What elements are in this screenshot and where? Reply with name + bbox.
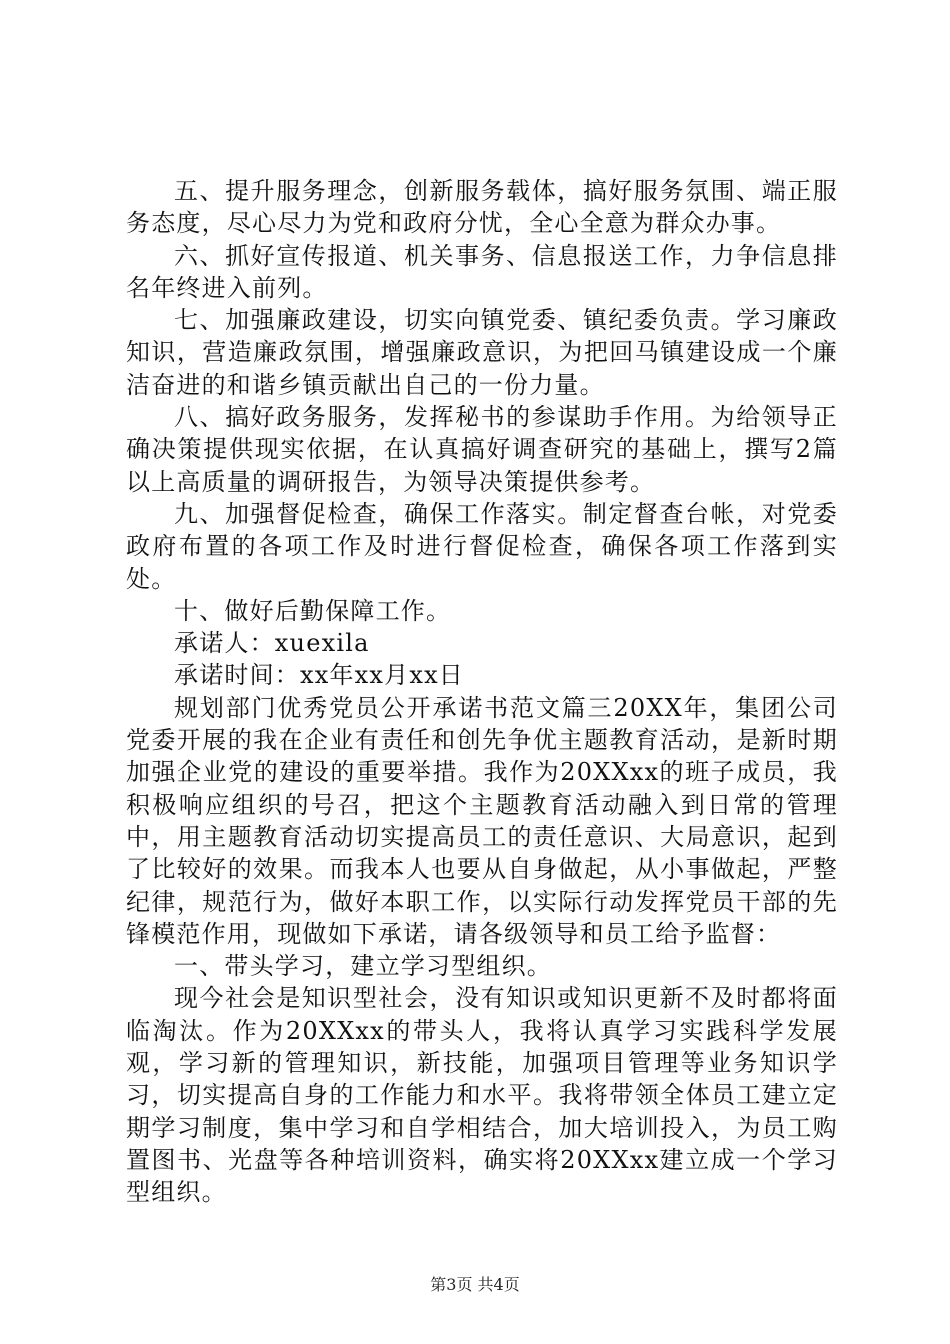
paragraph-item-10: 十、做好后勤保障工作。 xyxy=(174,596,452,625)
paragraph-item-5: 五、提升服务理念，创新服务载体，搞好服务氛围、端正服务态度，尽心尽力为党和政府分忧，全心全意为群众办事。 xyxy=(126,177,838,238)
paragraph-item-7: 七、加强廉政建设，切实向镇党委、镇纪委负责。学习廉政知识，营造廉政氛围，增强廉政意识，为把回马镇建设成一个廉洁奋进的和谐乡镇贡献出自己的一份力量。 xyxy=(126,306,838,399)
promisor-line: 承诺人：xuexila xyxy=(174,629,370,658)
promise-date-line: 承诺时间：xx年xx月xx日 xyxy=(174,661,465,690)
section-three-item-1-heading: 一、带头学习，建立学习型组织。 xyxy=(174,952,552,981)
section-three-item-1-body: 现今社会是知识型社会，没有知识或知识更新不及时都将面临淘汰。作为20XXxx的带头人，我将认真学习实践科学发展观，学习新的管理知识，新技能，加强项目管理等业务知识学习，切实提高自身的工作能力和水平。我将带领全体员工建立定期学习制度，集中学习和自学相结合，加大培训投入，为员工购置图书、光盘等各种培训资料，确实将20XXxx建立成一个学习型组织。 xyxy=(126,984,838,1207)
paragraph-item-8: 八、搞好政务服务，发挥秘书的参谋助手作用。为给领导正确决策提供现实依据，在认真搞好调查研究的基础上，撰写2篇以上高质量的调研报告，为领导决策提供参考。 xyxy=(126,403,838,496)
paragraph-item-9: 九、加强督促检查，确保工作落实。制定督查台帐，对党委政府布置的各项工作及时进行督促检查，确保各项工作落到实处。 xyxy=(126,499,838,593)
paragraph-item-6: 六、抓好宣传报道、机关事务、信息报送工作，力争信息排名年终进入前列。 xyxy=(126,241,838,302)
document-body xyxy=(126,175,838,1209)
page-footer: 第3页 共4页 xyxy=(430,1275,520,1294)
section-three-intro: 规划部门优秀党员公开承诺书范文篇三20XX年，集团公司党委开展的我在企业有责任和创先争优主题教育活动，是新时期加强企业党的建设的重要举措。我作为20XXxx的班子成员，我积极响应组织的号召，把这个主题教育活动融入到日常的管理中，用主题教育活动切实提高员工的责任意识、大局意识，起到了比较好的效果。而我本人也要从自身做起，从小事做起，严整纪律，规范行为，做好本职工作，以实际行动发挥党员干部的先锋模范作用，现做如下承诺，请各级领导和员工给予监督： xyxy=(126,693,838,948)
